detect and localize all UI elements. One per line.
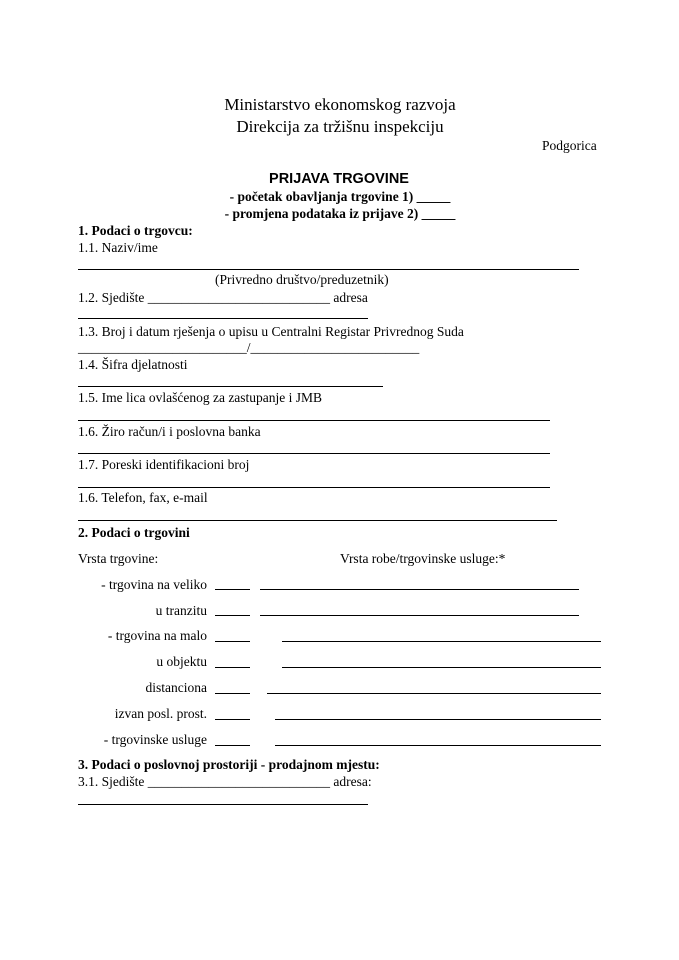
broj-datum-field[interactable]: _________________________/_________________________ <box>78 340 420 355</box>
row-goods-field[interactable] <box>282 641 601 642</box>
city-name: Podgorica <box>542 138 597 153</box>
row-label: u objektu <box>156 654 207 669</box>
sjediste-label: 1.2. Sjedište ___________________________ adresa <box>78 290 368 305</box>
naziv-label: 1.1. Naziv/ime <box>78 240 158 255</box>
sifra-field[interactable] <box>78 386 383 387</box>
poreski-field[interactable] <box>78 487 550 488</box>
poreski-label: 1.7. Poreski identifikacioni broj <box>78 457 250 472</box>
section1-heading: 1. Podaci o trgovcu: <box>78 223 193 238</box>
row-goods-field[interactable] <box>260 589 579 590</box>
broj-label: 1.3. Broj i datum rješenja o upisu u Centralni Registar Privrednog Suda <box>78 324 464 339</box>
row-goods-field[interactable] <box>260 615 579 616</box>
vrsta-trgovine-label: Vrsta trgovine: <box>78 551 159 566</box>
form-title: PRIJAVA TRGOVINE <box>269 171 409 187</box>
row-goods-field[interactable] <box>275 745 601 746</box>
row-goods-field[interactable] <box>275 719 601 720</box>
section2-heading: 2. Podaci o trgovini <box>78 525 190 540</box>
row-mark-field[interactable] <box>215 719 250 720</box>
directorate-name: Direkcija za tržišnu inspekciju <box>236 117 444 136</box>
section3-address-field[interactable] <box>78 804 368 805</box>
subtitle-change: - promjena podataka iz prijave 2) _____ <box>224 206 456 221</box>
sifra-label: 1.4. Šifra djelatnosti <box>78 357 188 372</box>
ministry-name: Ministarstvo ekonomskog razvoja <box>224 95 456 114</box>
row-label: - trgovina na malo <box>107 628 207 643</box>
row-label: - trgovina na veliko <box>101 577 207 592</box>
row-mark-field[interactable] <box>215 641 250 642</box>
telefon-label: 1.6. Telefon, fax, e-mail <box>78 490 208 505</box>
row-label: - trgovinske usluge <box>103 732 207 747</box>
ziro-label: 1.6. Žiro račun/i i poslovna banka <box>78 424 261 439</box>
section3-heading: 3. Podaci o poslovnoj prostoriji - prodajnom mjestu: <box>78 757 380 772</box>
naziv-field[interactable] <box>78 269 579 270</box>
ziro-field[interactable] <box>78 453 550 454</box>
row-label: distanciona <box>145 680 207 695</box>
ime-label: 1.5. Ime lica ovlašćenog za zastupanje i JMB <box>78 390 323 405</box>
row-mark-field[interactable] <box>215 745 250 746</box>
subtitle-start: - početak obavljanja trgovine 1) _____ <box>229 189 451 204</box>
telefon-field[interactable] <box>78 520 557 521</box>
vrsta-robe-label: Vrsta robe/trgovinske usluge:* <box>340 551 506 566</box>
sjediste-address-field[interactable] <box>78 318 368 319</box>
ime-field[interactable] <box>78 420 550 421</box>
naziv-hint: (Privredno društvo/preduzetnik) <box>215 272 389 287</box>
row-goods-field[interactable] <box>282 667 601 668</box>
row-goods-field[interactable] <box>267 693 601 694</box>
row-mark-field[interactable] <box>215 667 250 668</box>
row-mark-field[interactable] <box>215 693 250 694</box>
row-label: izvan posl. prost. <box>114 706 207 721</box>
section3-sjediste-label: 3.1. Sjedište ___________________________ adresa: <box>78 774 372 789</box>
row-mark-field[interactable] <box>215 615 250 616</box>
row-label: u tranzitu <box>155 603 207 618</box>
row-mark-field[interactable] <box>215 589 250 590</box>
